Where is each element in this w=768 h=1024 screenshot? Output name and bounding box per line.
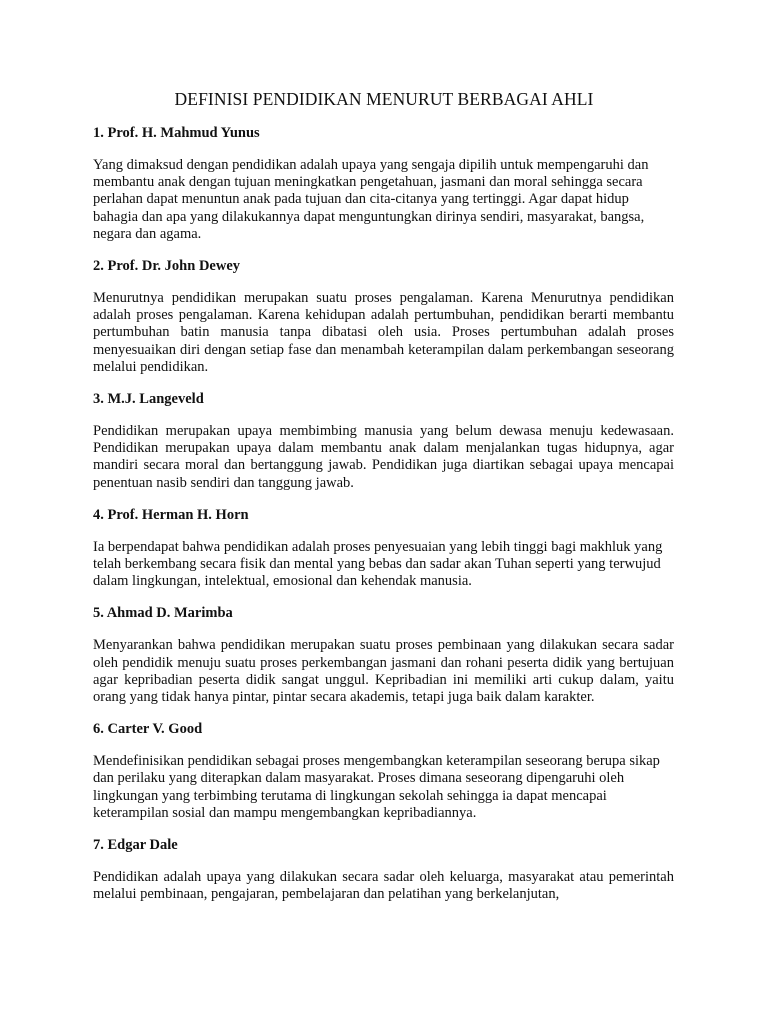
document-title: DEFINISI PENDIDIKAN MENURUT BERBAGAI AHLI xyxy=(174,89,594,109)
section-2 xyxy=(93,257,674,376)
section-3 xyxy=(93,390,674,492)
section-paragraph: Ia berpendapat bahwa pendidikan adalah proses penyesuaian yang lebih tinggi bagi makhluk yang telah berkembang secara fisik dan mental yang bebas dan sadar akan Tuhan seperti yang terwujud dalam lingkungan, intelektual, emosional dan kehendak manusia. xyxy=(93,538,663,590)
section-heading: 6. Carter V. Good xyxy=(93,721,203,738)
section-paragraph: Menyarankan bahwa pendidikan merupakan suatu proses pembinaan yang dilakukan secara sadar oleh pendidik menuju suatu proses perkembangan jasmani dan rohani peserta didik yang bertujuan agar kepribadian peserta didik sangat unggul. Kepribadian ini memiliki arti cukup dalam, yaitu orang yang tidak hanya pintar, pintar secara akademis, tetapi juga baik dalam karakter. xyxy=(93,637,674,706)
section-paragraph: Pendidikan adalah upaya yang dilakukan secara sadar oleh keluarga, masyarakat atau pemerintah melalui pembinaan, pengajaran, pembelajaran dan pelatihan yang berkelanjutan, xyxy=(93,869,674,903)
section-heading: 1. Prof. H. Mahmud Yunus xyxy=(93,125,260,141)
section-4 xyxy=(93,506,674,591)
section-1 xyxy=(93,124,674,243)
section-heading: 2. Prof. Dr. John Dewey xyxy=(93,258,241,275)
section-heading: 3. M.J. Langeveld xyxy=(93,391,204,408)
section-heading: 7. Edgar Dale xyxy=(93,837,178,854)
section-heading: 4. Prof. Herman H. Horn xyxy=(93,506,249,523)
section-paragraph: Yang dimaksud dengan pendidikan adalah upaya yang sengaja dipilih untuk mempengaruhi dan membantu anak dengan tujuan meningkatkan pengetahuan, jasmani dan moral sehingga secara perlahan dapat menuntun anak pada tujuan dan cita-citanya yang tertinggi. Agar dapat hidup bahagia dan apa yang dilakukannya dapat menguntungkan dirinya sendiri, masyarakat, bangsa, negara dan agama. xyxy=(93,157,649,242)
section-6 xyxy=(93,720,674,822)
section-heading: 5. Ahmad D. Marimba xyxy=(93,605,233,622)
section-paragraph: Pendidikan merupakan upaya membimbing manusia yang belum dewasa menuju kedewasaan. Pendidikan merupakan upaya dalam membantu anak dalam menjalankan tugas hidupnya, agar mandiri secara moral dan bertanggung jawab. Pendidikan juga diartikan sebagai upaya mencapai penentuan nasib sendiri dan tanggung jawab. xyxy=(93,423,674,491)
section-paragraph: Mendefinisikan pendidikan sebagai proses mengembangkan keterampilan seseorang berupa sikap dan perilaku yang diterapkan dalam masyarakat. Proses dimana seseorang dipengaruhi oleh lingkungan yang terbimbing terutama di lingkungan sekolah sehingga ia dapat mencapai keterampilan sosial dan mampu mengembangkan kepribadiannya. xyxy=(93,753,660,821)
section-paragraph: Menurutnya pendidikan merupakan suatu proses pengalaman. Karena Menurutnya pendidikan adalah proses pengalaman. Karena kehidupan adalah pertumbuhan, pendidikan berarti membantu pertumbuhan batin manusia tanpa dibatasi oleh usia. Proses pertumbuhan adalah proses menyesuaikan diri dengan setiap fase dan menambah keterampilan dalam perkembangan seseorang melalui pendidikan. xyxy=(93,290,674,375)
section-5 xyxy=(93,604,674,706)
document-body xyxy=(93,124,674,917)
section-7 xyxy=(93,836,674,903)
